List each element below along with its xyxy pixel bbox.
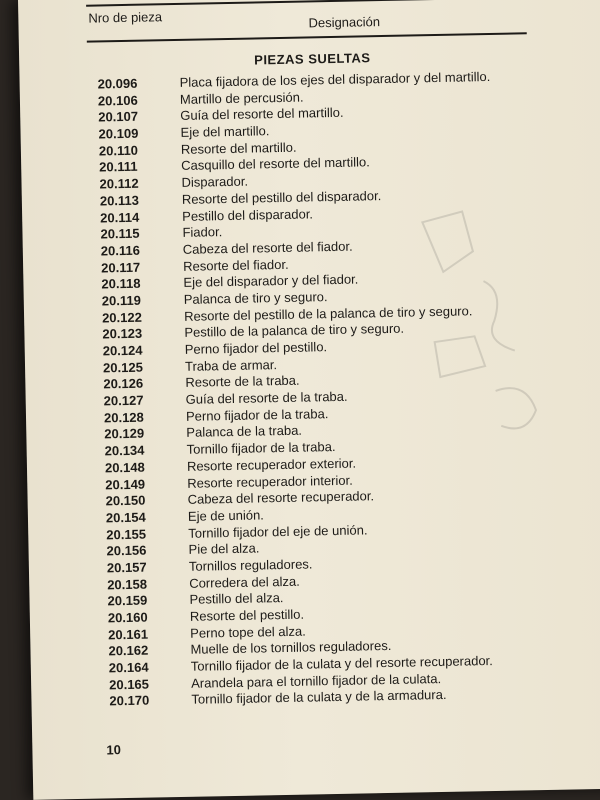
part-code: 20.164 [108,659,149,676]
part-designation: Casquillo del resorte del martillo. [181,154,370,174]
part-code: 20.148 [104,459,145,476]
column-header-code: Nro de pieza [88,9,163,26]
part-code: 20.123 [102,325,143,342]
section-title: PIEZAS SUELTAS [254,50,371,68]
part-code: 20.112 [99,175,139,192]
part-designation: Palanca de tiro y seguro. [183,289,328,307]
part-code: 20.115 [100,225,140,242]
part-code: 20.157 [106,559,147,576]
part-designation: Eje del martillo. [180,123,270,140]
part-designation: Guía del resorte del martillo. [180,105,344,124]
part-code: 20.125 [102,359,143,376]
part-code: 20.161 [108,626,149,643]
part-code: 20.158 [107,576,148,593]
part-designation: Palanca de la traba. [186,423,303,441]
part-code: 20.096 [97,75,138,92]
part-designation: Guía del resorte de la traba. [185,388,348,407]
parts-list [19,66,600,712]
header-rule-top [86,0,526,7]
part-designation: Perno tope del alza. [190,623,306,641]
part-designation: Perno fijador del pestillo. [184,339,328,357]
part-code: 20.111 [99,159,138,175]
part-designation: Tornillos reguladores. [188,556,313,574]
part-designation: Resorte del pestillo. [189,606,305,624]
part-designation: Muelle de los tornillos reguladores. [190,638,392,658]
part-designation: Tornillo fijador de la traba. [186,439,336,457]
part-code: 20.127 [103,392,144,409]
part-code: 20.134 [104,442,145,459]
column-header-designation: Designación [308,14,381,31]
part-designation: Cabeza del resorte del fiador. [182,238,353,257]
part-designation: Pestillo de la palanca de tiro y seguro. [184,320,405,341]
part-designation: Martillo de percusión. [179,89,304,107]
part-code: 20.155 [106,526,147,542]
header-rule-bottom [87,32,527,42]
part-designation: Eje del disparador y del fiador. [183,271,359,291]
part-designation: Resorte del pestillo del disparador. [181,187,382,207]
part-designation: Fiador. [182,224,223,241]
part-code: 20.128 [103,409,144,426]
part-code: 20.156 [106,542,147,559]
document-page [18,0,600,800]
part-designation: Corredera del alza. [189,573,300,591]
part-designation: Pestillo del alza. [189,590,284,608]
part-designation: Resorte de la traba. [185,373,300,391]
part-designation: Resorte recuperador exterior. [186,455,357,474]
part-code: 20.149 [105,476,146,492]
part-designation: Arandela para el tornillo fijador de la culata. [191,670,442,691]
part-designation: Traba de armar. [184,356,278,374]
part-designation: Resorte del martillo. [180,139,297,157]
part-code: 20.129 [104,426,145,442]
part-designation: Placa fijadora de los ejes del disparador y del martillo. [179,68,491,90]
part-designation: Disparador. [181,173,249,191]
part-code: 20.118 [101,275,141,292]
part-code: 20.126 [103,376,144,392]
part-code: 20.110 [98,142,139,159]
part-code: 20.162 [108,642,149,659]
part-designation: Eje de unión. [187,507,264,524]
part-code: 20.154 [105,509,146,526]
part-designation: Tornillo fijador del eje de unión. [188,521,368,541]
part-designation: Tornillo fijador de la culata y de la armadura. [191,687,447,708]
part-code: 20.150 [105,492,146,509]
part-designation: Resorte recuperador interior. [187,472,353,491]
part-designation: Pestillo del disparador. [182,205,314,224]
part-code: 20.117 [101,259,141,276]
part-code: 20.116 [100,242,141,259]
part-code: 20.165 [109,676,150,693]
part-designation: Pie del alza. [188,540,260,558]
part-code: 20.107 [98,109,139,125]
part-code: 20.159 [107,592,148,609]
part-designation: Resorte del fiador. [182,256,289,274]
part-code: 20.113 [99,192,140,209]
part-code: 20.170 [109,693,150,709]
part-designation: Perno fijador de la traba. [185,405,329,424]
part-code: 20.119 [101,292,141,309]
part-code: 20.106 [97,92,138,109]
part-designation: Cabeza del resorte recuperador. [187,488,375,508]
part-code: 20.114 [100,209,140,225]
part-code: 20.109 [98,125,139,142]
part-code: 20.122 [101,309,143,326]
part-code: 20.124 [102,342,143,359]
part-designation: Resorte del pestillo de la palanca de tiro y seguro. [183,302,473,324]
page-number: 10 [106,742,122,758]
part-designation: Tornillo fijador de la culata y del resorte recuperador. [190,653,493,674]
part-code: 20.160 [107,609,148,626]
